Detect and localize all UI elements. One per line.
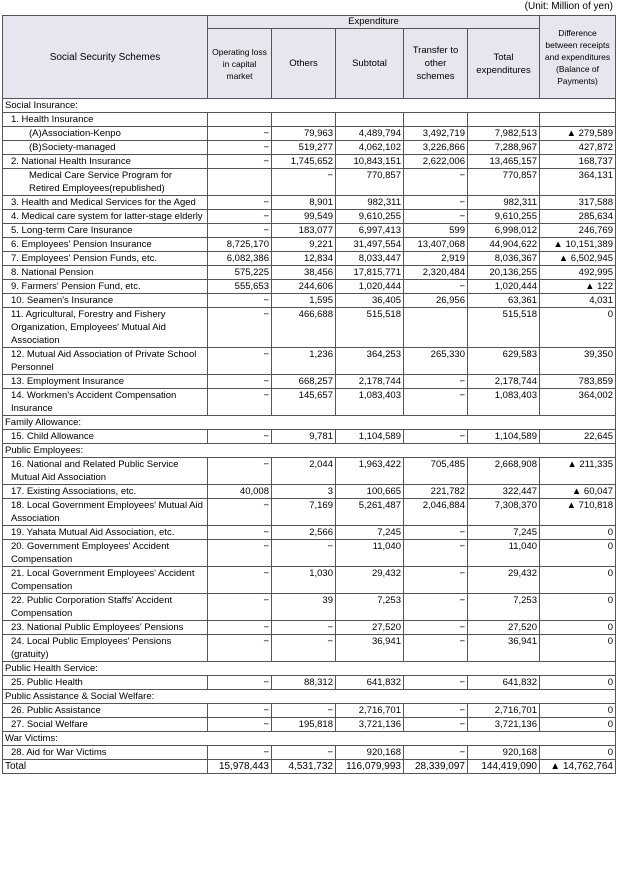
table-row	[3, 294, 616, 308]
total-value-cell: 144,419,090	[468, 760, 540, 774]
total-value-cell: 4,531,732	[272, 760, 336, 774]
scheme-name: (B)Society-managed	[3, 141, 208, 155]
value-cell: −	[208, 676, 272, 690]
value-cell: ▲ 122	[540, 280, 616, 294]
value-cell: 22,645	[540, 430, 616, 444]
value-cell: 26,956	[404, 294, 468, 308]
value-cell: 13,407,068	[404, 238, 468, 252]
value-cell: −	[404, 526, 468, 540]
value-cell: 7,308,370	[468, 499, 540, 526]
section-title: War Victims:	[3, 732, 616, 746]
value-cell: 555,653	[208, 280, 272, 294]
value-cell: 2,320,484	[404, 266, 468, 280]
value-cell: −	[208, 718, 272, 732]
value-cell: −	[208, 621, 272, 635]
scheme-name: 11. Agricultural, Forestry and Fishery Organization, Employees' Mutual Aid Association	[3, 308, 208, 348]
table-row	[3, 196, 616, 210]
scheme-name: 15. Child Allowance	[3, 430, 208, 444]
scheme-name: 26. Public Assistance	[3, 704, 208, 718]
value-cell: −	[208, 294, 272, 308]
value-cell: 0	[540, 676, 616, 690]
value-cell: 1,104,589	[336, 430, 404, 444]
scheme-name: 22. Public Corporation Staffs' Accident Compensation	[3, 594, 208, 621]
value-cell: −	[404, 430, 468, 444]
value-cell: 641,832	[336, 676, 404, 690]
value-cell: −	[208, 458, 272, 485]
value-cell: 8,033,447	[336, 252, 404, 266]
scheme-name: 9. Farmers' Pension Fund, etc.	[3, 280, 208, 294]
table-row	[3, 389, 616, 416]
value-cell: 0	[540, 526, 616, 540]
value-cell	[540, 113, 616, 127]
value-cell: −	[272, 540, 336, 567]
value-cell: 39	[272, 594, 336, 621]
value-cell: −	[208, 567, 272, 594]
value-cell: −	[272, 621, 336, 635]
value-cell: 2,716,701	[336, 704, 404, 718]
value-cell: −	[208, 635, 272, 662]
value-cell: −	[404, 375, 468, 389]
value-cell: 36,941	[468, 635, 540, 662]
table-row	[3, 485, 616, 499]
value-cell	[468, 113, 540, 127]
table-row	[3, 526, 616, 540]
value-cell: 1,030	[272, 567, 336, 594]
value-cell: 364,131	[540, 169, 616, 196]
table-row	[3, 746, 616, 760]
value-cell: 9,610,255	[468, 210, 540, 224]
table-row	[3, 704, 616, 718]
value-cell: 1,020,444	[468, 280, 540, 294]
value-cell: −	[208, 704, 272, 718]
value-cell: 9,610,255	[336, 210, 404, 224]
value-cell: −	[404, 621, 468, 635]
table-row	[3, 308, 616, 348]
value-cell: −	[404, 567, 468, 594]
value-cell: 7,245	[468, 526, 540, 540]
value-cell: 40,008	[208, 485, 272, 499]
value-cell: 3,721,136	[336, 718, 404, 732]
value-cell: 27,520	[336, 621, 404, 635]
value-cell: −	[404, 594, 468, 621]
section-header-row	[3, 416, 616, 430]
table-row	[3, 280, 616, 294]
value-cell: 11,040	[336, 540, 404, 567]
table-row	[3, 458, 616, 485]
value-cell: 29,432	[468, 567, 540, 594]
table-row	[3, 718, 616, 732]
value-cell: 668,257	[272, 375, 336, 389]
value-cell: 145,657	[272, 389, 336, 416]
scheme-name: (A)Association-Kenpo	[3, 127, 208, 141]
value-cell: 2,044	[272, 458, 336, 485]
value-cell: 7,169	[272, 499, 336, 526]
value-cell: −	[208, 141, 272, 155]
section-title: Public Assistance & Social Welfare:	[3, 690, 616, 704]
value-cell: −	[208, 746, 272, 760]
table-row	[3, 155, 616, 169]
value-cell: 982,311	[468, 196, 540, 210]
value-cell: 0	[540, 567, 616, 594]
value-cell: −	[272, 704, 336, 718]
value-cell: −	[208, 196, 272, 210]
value-cell: 317,588	[540, 196, 616, 210]
table-row	[3, 375, 616, 389]
value-cell: 519,277	[272, 141, 336, 155]
value-cell: 11,040	[468, 540, 540, 567]
value-cell: −	[208, 594, 272, 621]
scheme-name: 2. National Health Insurance	[3, 155, 208, 169]
value-cell: 38,456	[272, 266, 336, 280]
value-cell: 39,350	[540, 348, 616, 375]
value-cell	[336, 113, 404, 127]
scheme-name: 23. National Public Employees' Pensions	[3, 621, 208, 635]
value-cell: 0	[540, 594, 616, 621]
scheme-name: 5. Long-term Care Insurance	[3, 224, 208, 238]
value-cell: 2,046,884	[404, 499, 468, 526]
value-cell	[404, 113, 468, 127]
value-cell: −	[404, 280, 468, 294]
scheme-name: 16. National and Related Public Service Mutual Aid Association	[3, 458, 208, 485]
value-cell: 63,361	[468, 294, 540, 308]
value-cell: 99,549	[272, 210, 336, 224]
value-cell: −	[208, 224, 272, 238]
value-cell: 641,832	[468, 676, 540, 690]
value-cell: 36,941	[336, 635, 404, 662]
value-cell: 183,077	[272, 224, 336, 238]
value-cell: 705,485	[404, 458, 468, 485]
value-cell: 8,901	[272, 196, 336, 210]
value-cell: 195,818	[272, 718, 336, 732]
value-cell: ▲ 279,589	[540, 127, 616, 141]
value-cell: −	[208, 526, 272, 540]
table-row	[3, 113, 616, 127]
total-value-cell: 116,079,993	[336, 760, 404, 774]
value-cell: −	[404, 718, 468, 732]
total-value-cell: ▲ 14,762,764	[540, 760, 616, 774]
header-difference: Difference between receipts and expenditures (Balance of Payments)	[540, 16, 616, 99]
value-cell: 4,031	[540, 294, 616, 308]
table-row	[3, 594, 616, 621]
value-cell: 466,688	[272, 308, 336, 348]
scheme-name: 24. Local Public Employees' Pensions (gratuity)	[3, 635, 208, 662]
social-security-table	[2, 15, 616, 774]
header-schemes: Social Security Schemes	[3, 16, 208, 99]
value-cell: 364,002	[540, 389, 616, 416]
scheme-name: 8. National Pension	[3, 266, 208, 280]
table-row	[3, 348, 616, 375]
scheme-name: 17. Existing Associations, etc.	[3, 485, 208, 499]
value-cell: 7,982,513	[468, 127, 540, 141]
value-cell: 265,330	[404, 348, 468, 375]
value-cell: 364,253	[336, 348, 404, 375]
value-cell: 770,857	[468, 169, 540, 196]
value-cell: 1,745,652	[272, 155, 336, 169]
scheme-name: Medical Care Service Program for Retired Employees(republished)	[3, 169, 208, 196]
value-cell: 3,492,719	[404, 127, 468, 141]
total-row	[3, 760, 616, 774]
value-cell: ▲ 60,047	[540, 485, 616, 499]
value-cell: 0	[540, 746, 616, 760]
value-cell: −	[404, 169, 468, 196]
value-cell: 10,843,151	[336, 155, 404, 169]
value-cell: 7,245	[336, 526, 404, 540]
value-cell: 575,225	[208, 266, 272, 280]
value-cell: −	[272, 635, 336, 662]
value-cell: 1,083,403	[468, 389, 540, 416]
value-cell: 100,665	[336, 485, 404, 499]
header-total-exp: Total expenditures	[468, 29, 540, 99]
value-cell: 6,998,012	[468, 224, 540, 238]
value-cell: −	[208, 155, 272, 169]
table-row	[3, 141, 616, 155]
value-cell	[208, 113, 272, 127]
value-cell: 8,036,367	[468, 252, 540, 266]
scheme-name: 12. Mutual Aid Association of Private School Personnel	[3, 348, 208, 375]
table-row	[3, 238, 616, 252]
value-cell: 0	[540, 718, 616, 732]
value-cell: 1,595	[272, 294, 336, 308]
value-cell: −	[272, 746, 336, 760]
value-cell: 12,834	[272, 252, 336, 266]
value-cell: 9,781	[272, 430, 336, 444]
value-cell	[208, 169, 272, 196]
value-cell: −	[208, 389, 272, 416]
value-cell: −	[208, 308, 272, 348]
value-cell: 7,288,967	[468, 141, 540, 155]
value-cell: 20,136,255	[468, 266, 540, 280]
total-label: Total	[3, 760, 208, 774]
scheme-name: 4. Medical care system for latter-stage elderly	[3, 210, 208, 224]
value-cell: ▲ 710,818	[540, 499, 616, 526]
value-cell: ▲ 6,502,945	[540, 252, 616, 266]
value-cell: 44,904,622	[468, 238, 540, 252]
value-cell: 599	[404, 224, 468, 238]
scheme-name: 28. Aid for War Victims	[3, 746, 208, 760]
value-cell: 3,721,136	[468, 718, 540, 732]
value-cell: 0	[540, 540, 616, 567]
value-cell: 920,168	[468, 746, 540, 760]
table-row	[3, 266, 616, 280]
value-cell: 0	[540, 704, 616, 718]
value-cell: 27,520	[468, 621, 540, 635]
header-others: Others	[272, 29, 336, 99]
scheme-name: 21. Local Government Employees' Accident Compensation	[3, 567, 208, 594]
table-row	[3, 621, 616, 635]
header-operating-loss: Operating loss in capital market	[208, 29, 272, 99]
value-cell: −	[272, 169, 336, 196]
value-cell: 9,221	[272, 238, 336, 252]
value-cell: −	[208, 210, 272, 224]
value-cell: 1,963,422	[336, 458, 404, 485]
header-expenditure: Expenditure	[208, 16, 540, 29]
scheme-name: 20. Government Employees' Accident Compensation	[3, 540, 208, 567]
value-cell: 322,447	[468, 485, 540, 499]
value-cell: 5,261,487	[336, 499, 404, 526]
value-cell: 515,518	[336, 308, 404, 348]
value-cell: −	[404, 389, 468, 416]
table-row	[3, 635, 616, 662]
value-cell: 6,997,413	[336, 224, 404, 238]
value-cell: ▲ 10,151,389	[540, 238, 616, 252]
table-row	[3, 210, 616, 224]
value-cell: 246,769	[540, 224, 616, 238]
value-cell: 1,083,403	[336, 389, 404, 416]
value-cell: 770,857	[336, 169, 404, 196]
value-cell: −	[404, 746, 468, 760]
scheme-name: 6. Employees' Pension Insurance	[3, 238, 208, 252]
value-cell: 2,622,006	[404, 155, 468, 169]
value-cell: −	[208, 127, 272, 141]
value-cell: 244,606	[272, 280, 336, 294]
value-cell: 1,236	[272, 348, 336, 375]
value-cell: 427,872	[540, 141, 616, 155]
value-cell: 7,253	[336, 594, 404, 621]
value-cell: 0	[540, 308, 616, 348]
value-cell: 982,311	[336, 196, 404, 210]
value-cell: 3,226,866	[404, 141, 468, 155]
table-row	[3, 127, 616, 141]
value-cell: 221,782	[404, 485, 468, 499]
scheme-name: 7. Employees' Pension Funds, etc.	[3, 252, 208, 266]
value-cell: 1,104,589	[468, 430, 540, 444]
section-header-row	[3, 690, 616, 704]
value-cell: 2,919	[404, 252, 468, 266]
value-cell: 7,253	[468, 594, 540, 621]
value-cell: 36,405	[336, 294, 404, 308]
value-cell: −	[208, 499, 272, 526]
value-cell: 17,815,771	[336, 266, 404, 280]
section-header-row	[3, 99, 616, 113]
value-cell: −	[404, 210, 468, 224]
scheme-name: 19. Yahata Mutual Aid Association, etc.	[3, 526, 208, 540]
value-cell: 88,312	[272, 676, 336, 690]
value-cell: 4,489,794	[336, 127, 404, 141]
value-cell: 2,178,744	[468, 375, 540, 389]
scheme-name: 1. Health Insurance	[3, 113, 208, 127]
scheme-name: 25. Public Health	[3, 676, 208, 690]
table-row	[3, 567, 616, 594]
table-row	[3, 499, 616, 526]
value-cell: 13,465,157	[468, 155, 540, 169]
value-cell: 515,518	[468, 308, 540, 348]
section-header-row	[3, 662, 616, 676]
unit-label: (Unit: Million of yen)	[524, 1, 613, 12]
header-subtotal: Subtotal	[336, 29, 404, 99]
value-cell: −	[208, 430, 272, 444]
value-cell: −	[404, 635, 468, 662]
value-cell: −	[208, 540, 272, 567]
total-value-cell: 15,978,443	[208, 760, 272, 774]
section-title: Social Insurance:	[3, 99, 616, 113]
table-row	[3, 224, 616, 238]
value-cell: 920,168	[336, 746, 404, 760]
total-value-cell: 28,339,097	[404, 760, 468, 774]
table-row	[3, 252, 616, 266]
value-cell: 783,859	[540, 375, 616, 389]
section-header-row	[3, 444, 616, 458]
value-cell: 3	[272, 485, 336, 499]
value-cell	[272, 113, 336, 127]
table-body	[3, 99, 616, 774]
table-row	[3, 430, 616, 444]
value-cell: 629,583	[468, 348, 540, 375]
section-title: Family Allowance:	[3, 416, 616, 430]
value-cell: −	[208, 375, 272, 389]
scheme-name: 10. Seamen's Insurance	[3, 294, 208, 308]
scheme-name: 27. Social Welfare	[3, 718, 208, 732]
value-cell: 1,020,444	[336, 280, 404, 294]
value-cell: 2,668,908	[468, 458, 540, 485]
value-cell: 2,178,744	[336, 375, 404, 389]
value-cell: 79,963	[272, 127, 336, 141]
value-cell: −	[404, 540, 468, 567]
value-cell: 285,634	[540, 210, 616, 224]
section-title: Public Employees:	[3, 444, 616, 458]
value-cell	[404, 308, 468, 348]
value-cell: 492,995	[540, 266, 616, 280]
value-cell: ▲ 211,335	[540, 458, 616, 485]
value-cell: 2,566	[272, 526, 336, 540]
scheme-name: 18. Local Government Employees' Mutual Aid Association	[3, 499, 208, 526]
scheme-name: 13. Employment Insurance	[3, 375, 208, 389]
value-cell: 4,062,102	[336, 141, 404, 155]
value-cell: −	[404, 676, 468, 690]
table-row	[3, 169, 616, 196]
value-cell: −	[208, 348, 272, 375]
table-row	[3, 676, 616, 690]
value-cell: 168,737	[540, 155, 616, 169]
section-title: Public Health Service:	[3, 662, 616, 676]
value-cell: 0	[540, 621, 616, 635]
value-cell: 6,082,386	[208, 252, 272, 266]
value-cell: −	[404, 704, 468, 718]
table-row	[3, 540, 616, 567]
section-header-row	[3, 732, 616, 746]
value-cell: −	[404, 196, 468, 210]
value-cell: 31,497,554	[336, 238, 404, 252]
value-cell: 8,725,170	[208, 238, 272, 252]
value-cell: 29,432	[336, 567, 404, 594]
value-cell: 2,716,701	[468, 704, 540, 718]
scheme-name: 14. Workmen's Accident Compensation Insurance	[3, 389, 208, 416]
header-transfer: Transfer to other schemes	[404, 29, 468, 99]
value-cell: 0	[540, 635, 616, 662]
scheme-name: 3. Health and Medical Services for the Aged	[3, 196, 208, 210]
